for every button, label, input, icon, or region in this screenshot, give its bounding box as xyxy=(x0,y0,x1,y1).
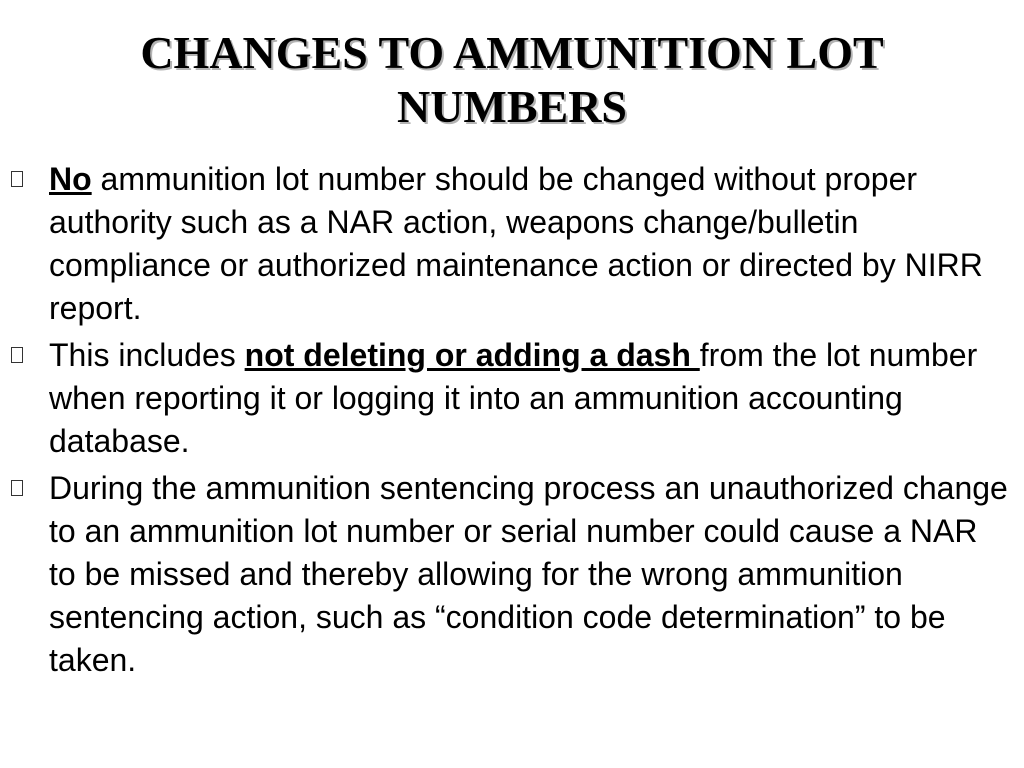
bullet-emphasis: not deleting or adding a dash xyxy=(244,337,700,373)
slide-title-line-2: NUMBERS xyxy=(396,81,628,132)
bullet-list xyxy=(0,158,1024,686)
bullet-item xyxy=(0,334,1024,463)
bullet-lead-text: This includes xyxy=(49,337,245,373)
slide-title xyxy=(40,26,984,134)
bullet-box-icon xyxy=(11,171,23,187)
bullet-item xyxy=(0,467,1024,682)
bullet-text: During the ammunition sentencing process an unauthorized change to an ammunition lot number or serial number could cause a NAR to be missed and thereby allowing for the wrong ammunition sentencing action, such as “condition code determination” to be taken. xyxy=(49,470,1008,678)
bullet-emphasis: No xyxy=(49,161,92,197)
bullet-box-icon xyxy=(11,480,23,496)
bullet-text: from the lot number when reporting it or logging it into an ammunition accounting database. xyxy=(49,337,978,459)
bullet-text: ammunition lot number should be changed without proper authority such as a NAR action, weapons change/bulletin compliance or authorized maintenance action or directed by NIRR report. xyxy=(49,161,983,326)
bullet-box-icon xyxy=(11,347,23,363)
bullet-item xyxy=(0,158,1024,330)
slide-title-line-1: CHANGES TO AMMUNITION LOT xyxy=(140,27,884,78)
